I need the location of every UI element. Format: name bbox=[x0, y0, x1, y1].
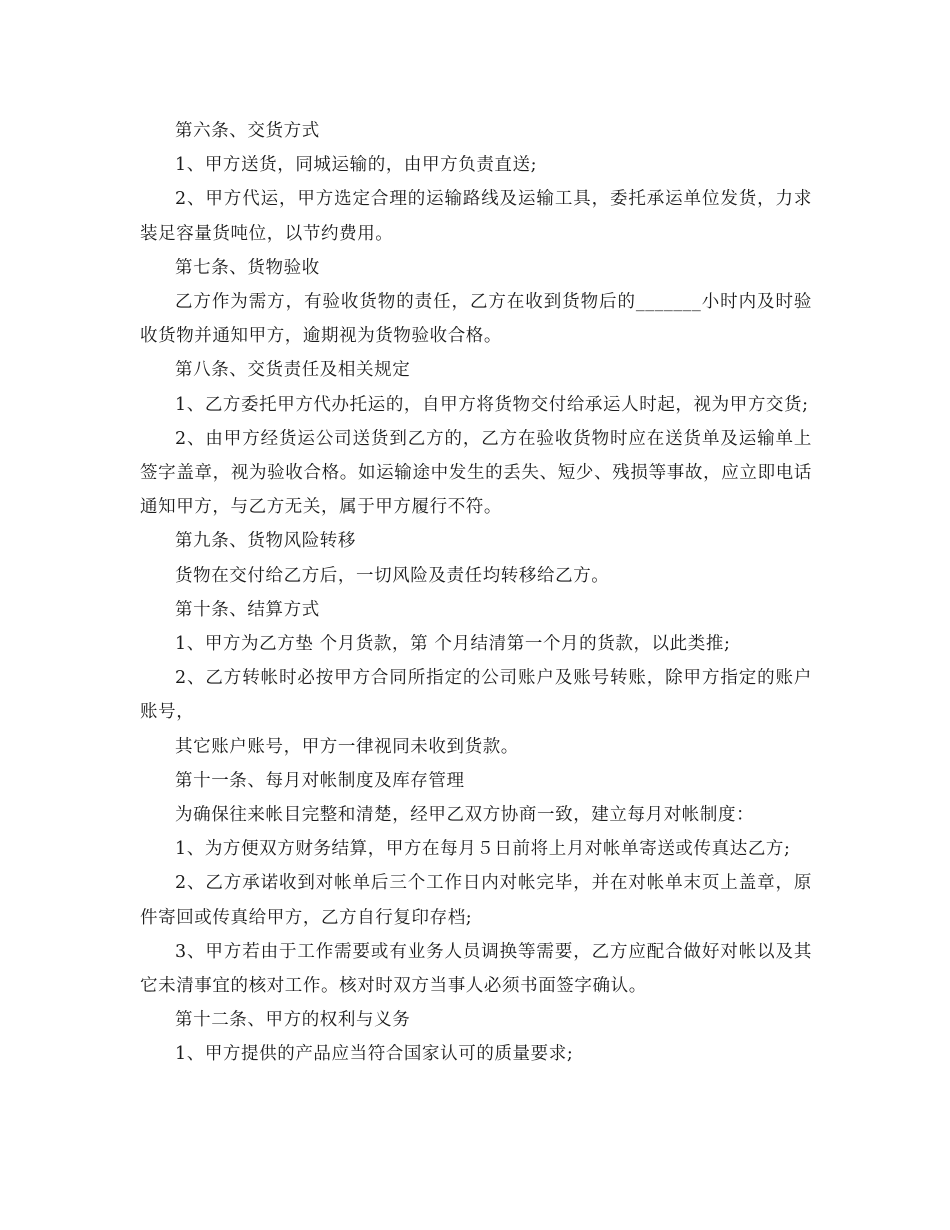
clause-11-3: 3、甲方若由于工作需要或有业务人员调换等需要，乙方应配合做好对帐以及其它未清事宜的核对工作。核对时双方当事人必须书面签字确认。 bbox=[140, 941, 812, 997]
heading-article-6: 第六条、交货方式 bbox=[175, 121, 320, 141]
clause-9-body: 货物在交付给乙方后，一切风险及责任均转移给乙方。 bbox=[175, 565, 610, 586]
clause-10-2-cont: 其它账户账号，甲方一律视同未收到货款。 bbox=[175, 736, 519, 757]
heading-article-11: 第十一条、每月对帐制度及库存管理 bbox=[175, 770, 465, 791]
clause-6-2: 2、甲方代运，甲方选定合理的运输路线及运输工具，委托承运单位发货，力求装足容量货吨位，以节约费用。 bbox=[140, 189, 812, 244]
heading-article-7: 第七条、货物验收 bbox=[175, 257, 320, 278]
clause-11-2: 2、乙方承诺收到对帐单后三个工作日内对帐完毕，并在对帐单末页上盖章，原件寄回或传真给甲方，乙方自行复印存档; bbox=[140, 873, 812, 928]
clause-8-2: 2、由甲方经货运公司送货到乙方的，乙方在验收货物时应在送货单及运输单上签字盖章，视为验收合格。如运输途中发生的丢失、短少、残损等事故，应立即电话通知甲方，与乙方无关，属于甲方履行不符。 bbox=[140, 428, 812, 518]
heading-article-12: 第十二条、甲方的权利与义务 bbox=[175, 1010, 411, 1031]
clause-11-1: 1、为方便双方财务结算，甲方在每月５日前将上月对帐单寄送或传真达乙方; bbox=[175, 839, 791, 860]
clause-11-intro: 为确保往来帐目完整和清楚，经甲乙双方协商一致，建立每月对帐制度： bbox=[175, 805, 755, 826]
clause-12-1: 1、甲方提供的产品应当符合国家认可的质量要求; bbox=[175, 1044, 574, 1065]
clause-10-1: 1、甲方为乙方垫 个月货款，第 个月结清第一个月的货款，以此类推; bbox=[175, 634, 731, 655]
clause-7-body: 乙方作为需方，有验收货物的责任，乙方在收到货物后的_______小时内及时验收货物并通知甲方，逾期视为货物验收合格。 bbox=[140, 292, 812, 347]
document-body bbox=[140, 114, 812, 1072]
clause-10-2: 2、乙方转帐时必按甲方合同所指定的公司账户及账号转账，除甲方指定的账户账号， bbox=[140, 668, 812, 723]
heading-article-8: 第八条、交货责任及相关规定 bbox=[175, 360, 411, 381]
heading-article-9: 第九条、货物风险转移 bbox=[175, 531, 356, 552]
clause-6-1: 1、甲方送货，同城运输的，由甲方负责直送; bbox=[175, 155, 538, 176]
clause-8-1: 1、乙方委托甲方代办托运的，自甲方将货物交付给承运人时起，视为甲方交货; bbox=[175, 394, 809, 415]
heading-article-10: 第十条、结算方式 bbox=[175, 599, 320, 620]
